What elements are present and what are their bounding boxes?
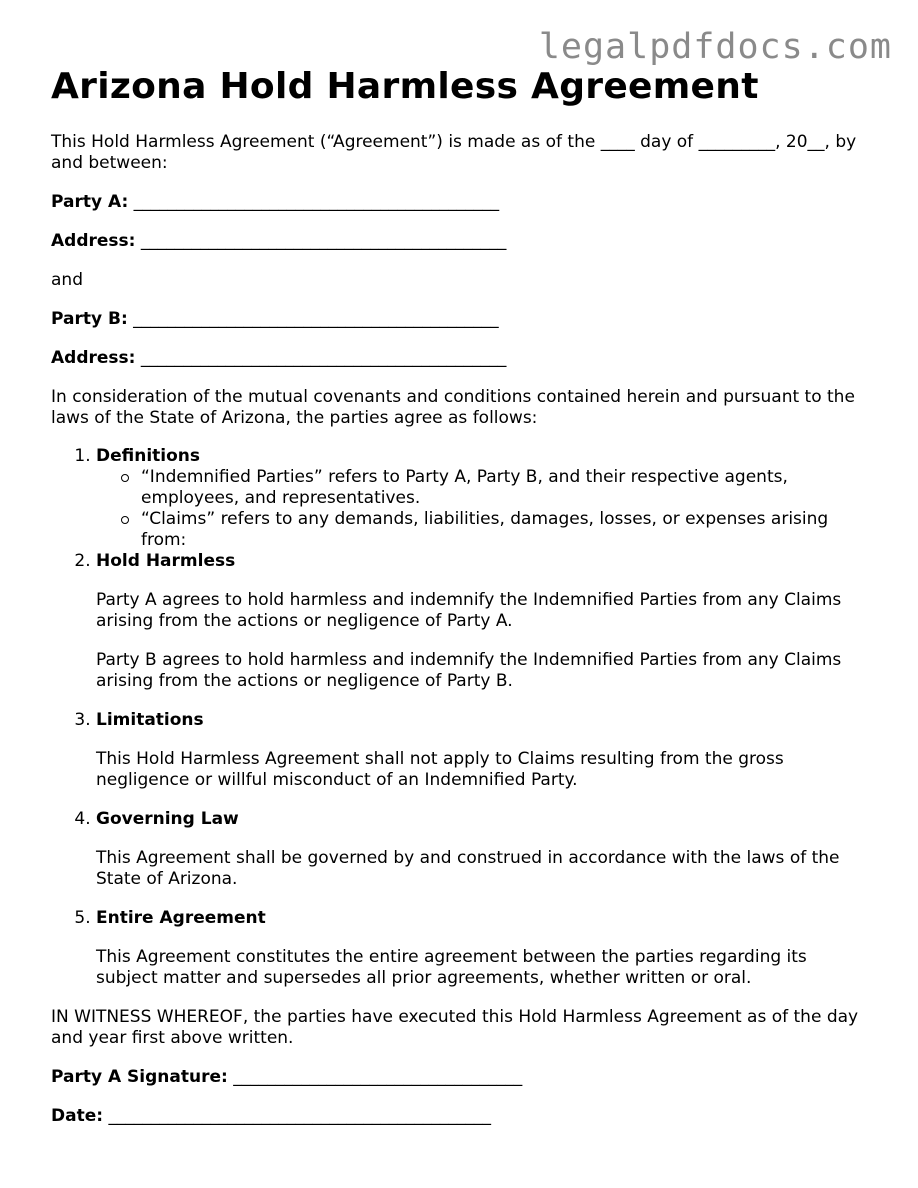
section-title: Governing Law	[96, 809, 239, 829]
address-a-label: Address:	[51, 231, 136, 251]
party-a-label: Party A:	[51, 192, 129, 212]
document-title: Arizona Hold Harmless Agreement	[51, 66, 759, 107]
section-paragraph: This Agreement shall be governed by and construed in accordance with the laws of the State of Arizona.	[96, 848, 840, 889]
date-field	[51, 1106, 871, 1127]
section-title: Entire Agreement	[96, 908, 266, 928]
address-b-blank[interactable]: ___________________________________________	[140, 348, 507, 368]
section-definitions	[96, 446, 871, 551]
intro-paragraph: This Hold Harmless Agreement (“Agreement”) is made as of the ____ day of _________, 20__, by and between:	[51, 132, 857, 173]
party-b-blank[interactable]: ___________________________________________	[133, 309, 499, 329]
party-a-field	[51, 192, 871, 213]
section-title: Hold Harmless	[96, 551, 236, 571]
section-title: Limitations	[96, 710, 204, 730]
section-entire-agreement	[96, 908, 871, 989]
party-a-signature-label: Party A Signature:	[51, 1067, 228, 1087]
section-paragraph: Party A agrees to hold harmless and indemnify the Indemnified Parties from any Claims arising from the actions or negligence of Party A.	[96, 590, 842, 631]
document-page	[51, 62, 871, 1127]
witness-paragraph: IN WITNESS WHEREOF, the parties have executed this Hold Harmless Agreement as of the day and year first above written.	[51, 1007, 859, 1048]
section-hold-harmless	[96, 551, 871, 692]
section-paragraph: This Hold Harmless Agreement shall not apply to Claims resulting from the gross negligence or willful misconduct of an Indemnified Party.	[96, 749, 784, 790]
party-a-signature-field	[51, 1067, 871, 1088]
date-blank[interactable]: _____________________________________________	[108, 1106, 491, 1126]
address-b-label: Address:	[51, 348, 136, 368]
definition-item: “Indemnified Parties” refers to Party A, Party B, and their respective agents, employees, and representatives.	[141, 467, 871, 509]
party-b-field	[51, 309, 871, 330]
section-governing-law	[96, 809, 871, 890]
definitions-list	[96, 467, 871, 551]
sections-list	[51, 446, 871, 989]
section-limitations	[96, 710, 871, 791]
address-b-field	[51, 348, 871, 369]
watermark: legalpdfdocs.com	[538, 27, 892, 67]
party-a-signature-blank[interactable]: __________________________________	[233, 1067, 523, 1087]
section-paragraph: Party B agrees to hold harmless and indemnify the Indemnified Parties from any Claims arising from the actions or negligence of Party B.	[96, 650, 842, 691]
section-paragraph: This Agreement constitutes the entire agreement between the parties regarding its subject matter and supersedes all prior agreements, whether written or oral.	[96, 947, 807, 988]
date-label: Date:	[51, 1106, 104, 1126]
party-b-label: Party B:	[51, 309, 128, 329]
address-a-blank[interactable]: ___________________________________________	[140, 231, 507, 251]
party-a-blank[interactable]: ___________________________________________	[133, 192, 500, 212]
section-title: Definitions	[96, 446, 201, 466]
and-text: and	[51, 270, 83, 290]
definition-item: “Claims” refers to any demands, liabilities, damages, losses, or expenses arising from:	[141, 509, 871, 551]
address-a-field	[51, 231, 871, 252]
consideration-paragraph: In consideration of the mutual covenants and conditions contained herein and pursuant to the laws of the State of Arizona, the parties agree as follows:	[51, 387, 855, 428]
